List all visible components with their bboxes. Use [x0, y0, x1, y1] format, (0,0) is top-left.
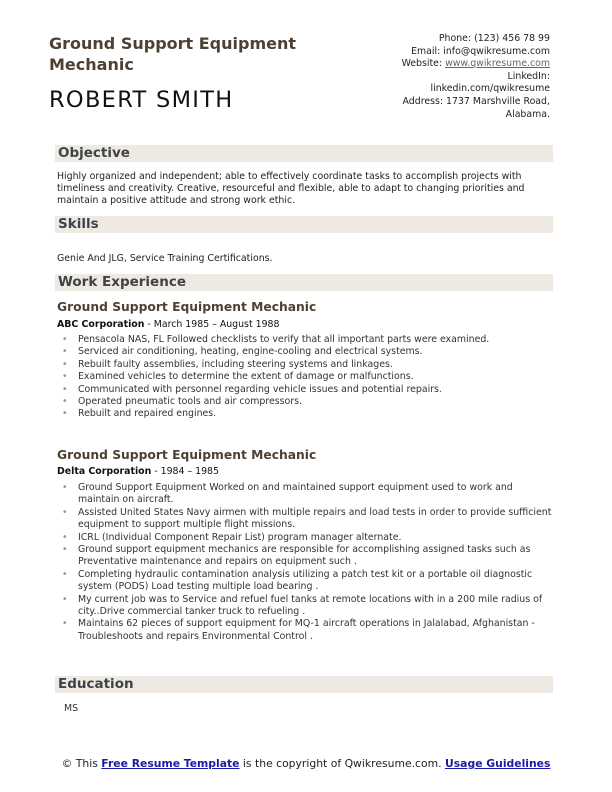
website-label: Website:: [401, 58, 446, 70]
work-experience-heading: Work Experience: [58, 274, 186, 290]
footer-middle: is the copyright of Qwikresume.com.: [239, 757, 445, 770]
job-2-bullets: [57, 482, 553, 643]
contact-phone: Phone: (123) 456 78 99: [438, 33, 550, 44]
objective-section-header: [55, 145, 553, 162]
job-1-bullets: [57, 334, 553, 421]
free-resume-template-link[interactable]: Free Resume Template: [101, 757, 240, 770]
job-2-title: Ground Support Equipment Mechanic: [57, 448, 317, 462]
job-2-bullet: • Maintains 62 pieces of support equipment for MQ-1 aircraft operations in Jalalabad, Afghanistan -Troubleshoots and repairs Environmental Control .: [57, 618, 553, 643]
skills-section-header: [55, 216, 553, 233]
job-2-bullet: • ICRL (Individual Component Repair List) program manager alternate.: [57, 532, 553, 544]
job-1-dates: - March 1985 – August 1988: [144, 319, 280, 330]
footer-prefix: © This: [61, 757, 102, 770]
job-1-bullet: • Operated pneumatic tools and air compressors.: [57, 396, 553, 408]
skills-text: Genie And JLG, Service Training Certifications.: [57, 253, 273, 264]
job-1-company: ABC Corporation: [57, 319, 145, 330]
job-2-company: Delta Corporation: [57, 466, 152, 477]
job-1-bullet: • Pensacola NAS, FL Followed checklists to verify that all important parts were examined.: [57, 334, 553, 346]
copyright-footer: [0, 757, 612, 771]
education-heading: Education: [58, 676, 134, 692]
contact-address-line2: Alabama.: [505, 108, 550, 120]
skills-heading: Skills: [58, 216, 99, 232]
job-1-bullet: • Serviced air conditioning, heating, engine-cooling and electrical systems.: [57, 346, 553, 358]
job-2-bullet: • Ground support equipment mechanics are responsible for accomplishing assigned tasks such as Preventative maintenance and repairs on equipment such .: [57, 544, 553, 569]
usage-guidelines-link[interactable]: Usage Guidelines: [444, 757, 551, 770]
candidate-name: ROBERT SMITH: [49, 87, 234, 113]
job-2-bullet: • Completing hydraulic contamination analysis utilizing a patch test kit or a portable oil diagnostic system (PODS) Load testing multiple load bearing .: [57, 569, 553, 594]
objective-heading: Objective: [58, 145, 130, 161]
contact-linkedin-value: linkedin.com/qwikresume: [430, 83, 550, 95]
job-2-bullet: • Ground Support Equipment Worked on and maintained support equipment used to work and maintain on aircraft.: [57, 482, 553, 507]
job-1-bullet: • Examined vehicles to determine the extent of damage or malfunctions.: [57, 371, 553, 383]
job-1-title: Ground Support Equipment Mechanic: [57, 300, 317, 314]
website-link[interactable]: www.qwikresume.com: [445, 58, 550, 70]
education-section-header: [55, 676, 553, 693]
job-1-bullet: • Rebuilt faulty assemblies, including steering systems and linkages.: [57, 359, 553, 371]
contact-linkedin-label: LinkedIn:: [507, 70, 550, 82]
contact-email: Email: info@qwikresume.com: [411, 45, 550, 57]
resume-job-title: Ground Support Equipment Mechanic: [49, 34, 297, 74]
job-2-bullet: • Assisted United States Navy airmen with multiple repairs and load tests in order to provide sufficient equipment to support multiple flight missions.: [57, 507, 553, 532]
job-1-bullet: • Rebuilt and repaired engines.: [57, 408, 553, 420]
education-text: MS: [64, 703, 79, 714]
contact-address-line1: Address: 1737 Marshville Road,: [402, 95, 550, 107]
job-2-bullet: • My current job was to Service and refuel fuel tanks at remote locations with in a 200 mile radius of city..Drive commercial tanker truck to refueling .: [57, 594, 553, 619]
objective-text: Highly organized and independent; able to effectively coordinate tasks to accomplish projects with timeliness and creativity. Creative, resourceful and flexible, able to adapt to changing priorities and maintain a positive attitude and strong work ethic.: [57, 171, 525, 206]
job-2-dates: - 1984 – 1985: [151, 466, 219, 477]
contact-block: [310, 33, 550, 121]
job-2-company-line: [57, 466, 219, 478]
work-experience-section-header: [55, 274, 553, 291]
job-1-company-line: [57, 319, 279, 331]
contact-website: [310, 58, 550, 71]
job-1-bullet: • Communicated with personnel regarding vehicle issues and potential repairs.: [57, 384, 553, 396]
